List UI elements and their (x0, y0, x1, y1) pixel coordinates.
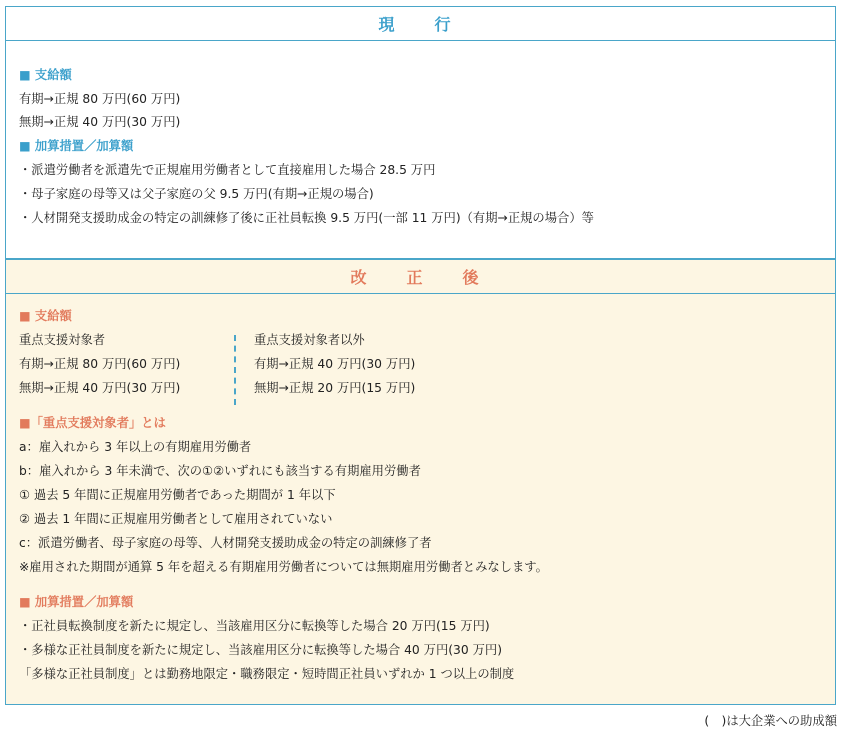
revised-bonus-note: 「多様な正社員制度」とは勤務地限定・職務限定・短時間正社員いずれか 1 つ以上の制度 (19, 667, 515, 681)
non-priority-line: 有期→正規 40 万円(30 万円) (254, 357, 416, 371)
current-line: 無期→正規 40 万円(30 万円) (19, 115, 181, 129)
current-bonus-line: ・母子家庭の母等又は父子家庭の父 9.5 万円(有期→正規の場合) (19, 187, 374, 201)
revised-section-amount: ■ 支給額 (19, 309, 72, 323)
definition-line: b：雇入れから 3 年未満で、次の①②いずれにも該当する有期雇用労働者 (19, 464, 421, 478)
revised-title: 改 正 後 (6, 260, 835, 294)
definition-line: ② 過去 1 年間に正規雇用労働者として雇用されていない (19, 512, 333, 526)
non-priority-line: 無期→正規 20 万円(15 万円) (254, 381, 416, 395)
current-bonus-line: ・人材開発支援助成金の特定の訓練修了後に正社員転換 9.5 万円(一部 11 万円)（有期→正規の場合）等 (19, 211, 594, 225)
current-panel (5, 6, 836, 260)
footnote: ( )は大企業への助成額 (704, 714, 837, 728)
priority-heading: 重点支援対象者 (19, 333, 106, 347)
revised-section-definition: ■「重点支援対象者」とは (19, 416, 166, 430)
revised-bonus-line: ・正社員転換制度を新たに規定し、当該雇用区分に転換等した場合 20 万円(15 万円) (19, 619, 490, 633)
revised-section-bonus: ■ 加算措置／加算額 (19, 595, 134, 609)
definition-line: ① 過去 5 年間に正規雇用労働者であった期間が 1 年以下 (19, 488, 336, 502)
current-section-amount: ■ 支給額 (19, 68, 72, 82)
definition-note: ※雇用された期間が通算 5 年を超える有期雇用労働者については無期雇用労働者とみなします。 (19, 560, 548, 574)
priority-line: 有期→正規 80 万円(60 万円) (19, 357, 181, 371)
column-divider (234, 335, 236, 405)
current-title: 現 行 (6, 7, 835, 41)
definition-line: c：派遣労働者、母子家庭の母等、人材開発支援助成金の特定の訓練修了者 (19, 536, 432, 550)
revised-bonus-line: ・多様な正社員制度を新たに規定し、当該雇用区分に転換等した場合 40 万円(30 万円) (19, 643, 503, 657)
current-bonus-line: ・派遣労働者を派遣先で正規雇用労働者として直接雇用した場合 28.5 万円 (19, 163, 436, 177)
non-priority-heading: 重点支援対象者以外 (254, 333, 365, 347)
definition-line: a：雇入れから 3 年以上の有期雇用労働者 (19, 440, 252, 454)
current-section-bonus: ■ 加算措置／加算額 (19, 139, 134, 153)
revised-panel (5, 258, 836, 705)
priority-line: 無期→正規 40 万円(30 万円) (19, 381, 181, 395)
current-line: 有期→正規 80 万円(60 万円) (19, 92, 181, 106)
